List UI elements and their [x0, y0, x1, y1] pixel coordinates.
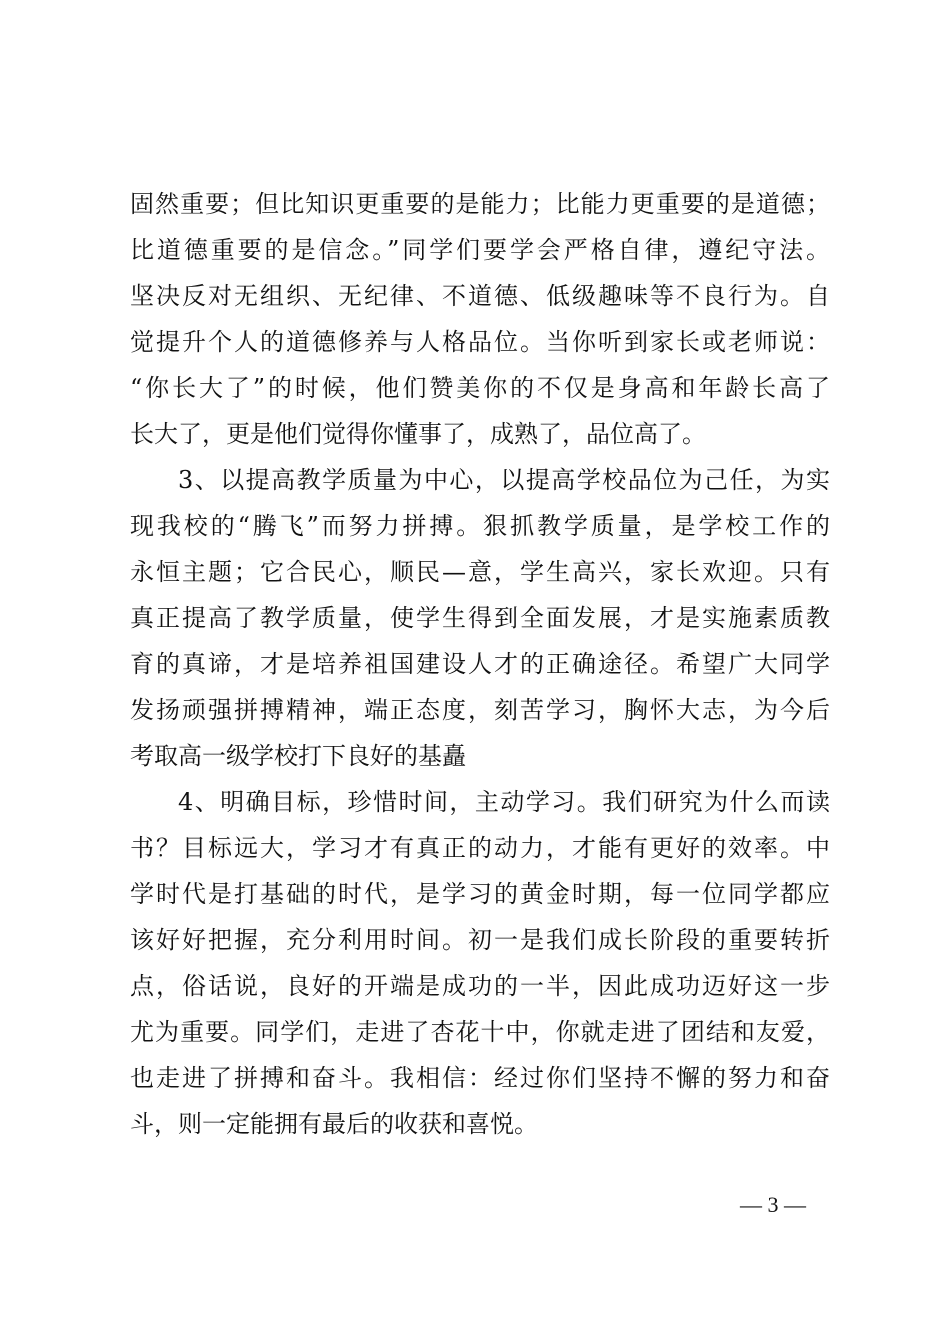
text-line: 比道德重要的是信念。”同学们要学会严格自律，遵纪守法。 [130, 236, 830, 264]
text-line: 4、明确目标，珍惜时间，主动学习。我们研究为什么而读 [178, 788, 830, 816]
text-line: 3、以提高教学质量为中心，以提高学校品位为己任，为实 [178, 466, 830, 494]
document-body [130, 181, 830, 1147]
text-line: 觉提升个人的道德修养与人格品位。当你听到家长或老师说： [130, 328, 830, 356]
text-line: 斗，则一定能拥有最后的收获和喜悦。 [130, 1110, 538, 1138]
text-line: 点，俗话说，良好的开端是成功的一半，因此成功迈好这一步 [130, 972, 830, 1000]
text-line: 发扬顽强拼搏精神，端正态度，刻苦学习，胸怀大志，为今后 [130, 696, 830, 724]
paragraph-3 [130, 457, 830, 779]
text-line: 该好好把握，充分利用时间。初一是我们成长阶段的重要转折 [130, 926, 830, 954]
text-line: 学时代是打基础的时代，是学习的黄金时期，每一位同学都应 [130, 880, 830, 908]
text-line: 长大了，更是他们觉得你懂事了，成熟了，品位高了。 [130, 420, 706, 448]
paragraph-4 [130, 779, 830, 1147]
text-line: 现我校的“腾飞”而努力拼搏。狠抓教学质量，是学校工作的 [130, 512, 830, 540]
text-line: “你长大了”的时候，他们赞美你的不仅是身高和年龄长高了 [130, 374, 830, 402]
page-number: — 3 — [740, 1192, 806, 1217]
text-line: 书？目标远大，学习才有真正的动力，才能有更好的效率。中 [130, 834, 830, 862]
text-line: 也走进了拼搏和奋斗。我相信：经过你们坚持不懈的努力和奋 [130, 1064, 830, 1092]
text-line: 考取高一级学校打下良好的基矗 [130, 742, 466, 770]
text-line: 尤为重要。同学们，走进了杏花十中，你就走进了团结和友爱， [130, 1018, 830, 1046]
text-line: 坚决反对无组织、无纪律、不道德、低级趣味等不良行为。自 [130, 282, 830, 310]
text-line: 真正提高了教学质量，使学生得到全面发展，才是实施素质教 [130, 604, 830, 632]
paragraph-continued [130, 181, 830, 457]
text-line: 永恒主题；它合民心，顺民—意，学生高兴，家长欢迎。只有 [130, 558, 830, 586]
text-line: 固然重要；但比知识更重要的是能力；比能力更重要的是道德； [130, 190, 830, 218]
text-line: 育的真谛，才是培养祖国建设人才的正确途径。希望广大同学 [130, 650, 830, 678]
